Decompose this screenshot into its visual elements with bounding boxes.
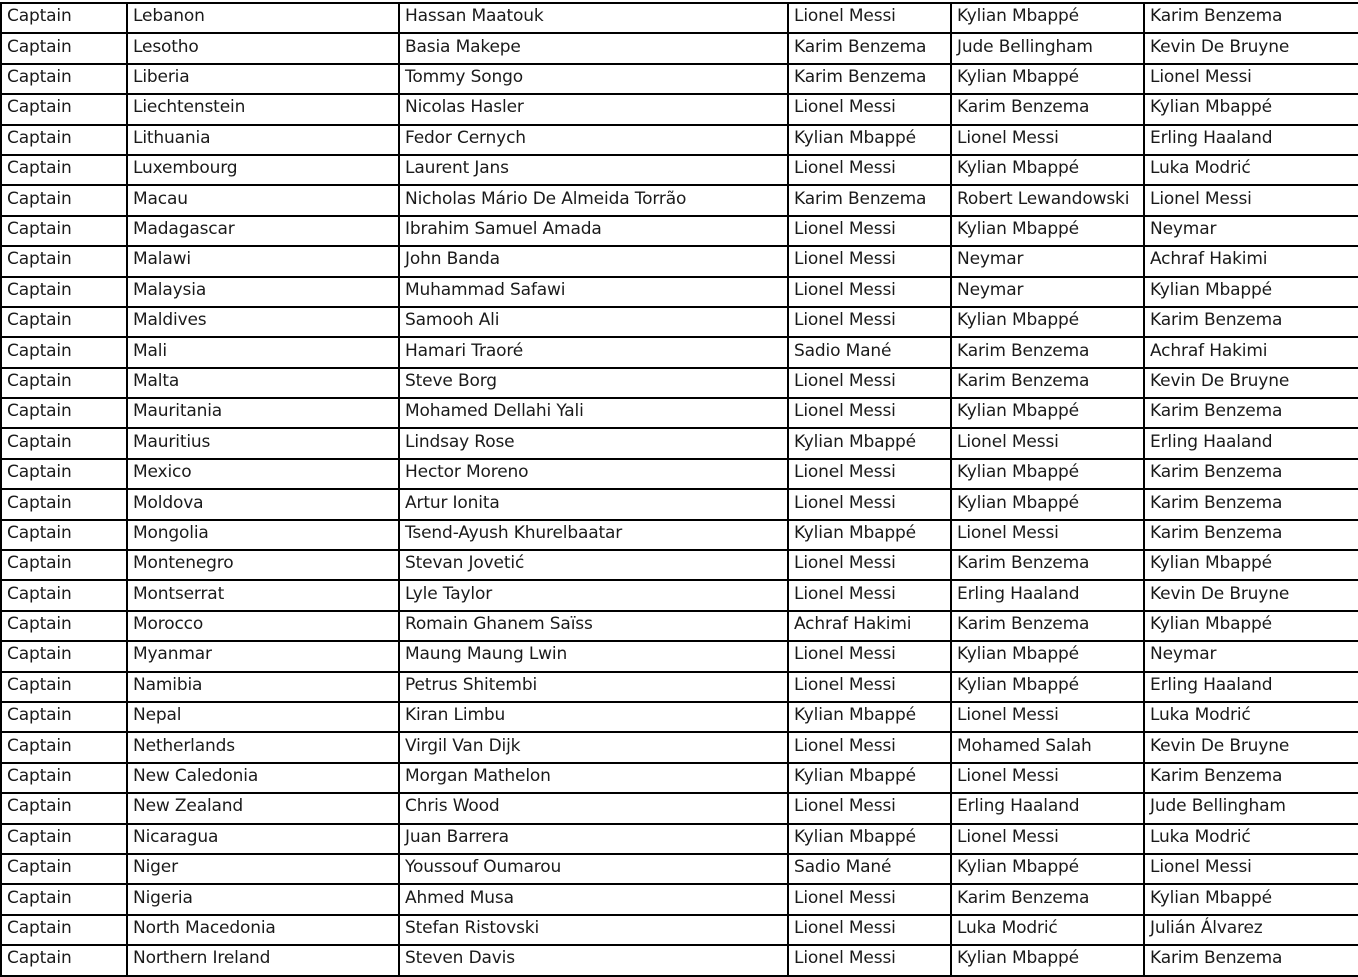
- cell-player-3: Achraf Hakimi: [1144, 337, 1358, 367]
- table-row: [1, 64, 1358, 94]
- cell-player-1: Kylian Mbappé: [788, 824, 951, 854]
- cell-role: Captain: [1, 489, 127, 519]
- cell-captain: Laurent Jans: [399, 155, 788, 185]
- cell-team: Northern Ireland: [127, 945, 399, 975]
- cell-player-2: Kylian Mbappé: [951, 398, 1144, 428]
- cell-role: Captain: [1, 884, 127, 914]
- cell-team: Malta: [127, 368, 399, 398]
- cell-team: Netherlands: [127, 732, 399, 762]
- cell-captain: Nicolas Hasler: [399, 94, 788, 124]
- cell-role: Captain: [1, 307, 127, 337]
- cell-team: Madagascar: [127, 216, 399, 246]
- cell-captain: Juan Barrera: [399, 824, 788, 854]
- cell-player-3: Karim Benzema: [1144, 307, 1358, 337]
- cell-team: Montserrat: [127, 580, 399, 610]
- table-row: [1, 550, 1358, 580]
- cell-player-3: Karim Benzema: [1144, 489, 1358, 519]
- table-row: [1, 277, 1358, 307]
- cell-role: Captain: [1, 277, 127, 307]
- cell-player-3: Karim Benzema: [1144, 398, 1358, 428]
- cell-player-2: Kylian Mbappé: [951, 459, 1144, 489]
- cell-role: Captain: [1, 915, 127, 945]
- cell-role: Captain: [1, 33, 127, 63]
- cell-player-3: Neymar: [1144, 216, 1358, 246]
- cell-player-2: Erling Haaland: [951, 580, 1144, 610]
- cell-captain: Youssouf Oumarou: [399, 854, 788, 884]
- table-row: [1, 702, 1358, 732]
- captains-table: [0, 2, 1358, 977]
- cell-team: Mauritania: [127, 398, 399, 428]
- cell-player-1: Kylian Mbappé: [788, 125, 951, 155]
- cell-role: Captain: [1, 672, 127, 702]
- table-row: [1, 732, 1358, 762]
- cell-player-3: Luka Modrić: [1144, 702, 1358, 732]
- cell-player-1: Lionel Messi: [788, 732, 951, 762]
- cell-role: Captain: [1, 854, 127, 884]
- cell-role: Captain: [1, 580, 127, 610]
- cell-team: Mexico: [127, 459, 399, 489]
- cell-player-3: Karim Benzema: [1144, 520, 1358, 550]
- cell-player-3: Luka Modrić: [1144, 824, 1358, 854]
- cell-player-1: Lionel Messi: [788, 368, 951, 398]
- cell-player-3: Kevin De Bruyne: [1144, 732, 1358, 762]
- cell-captain: Morgan Mathelon: [399, 763, 788, 793]
- cell-player-2: Lionel Messi: [951, 702, 1144, 732]
- cell-role: Captain: [1, 398, 127, 428]
- table-row: [1, 155, 1358, 185]
- cell-team: Nicaragua: [127, 824, 399, 854]
- cell-player-2: Lionel Messi: [951, 428, 1144, 458]
- cell-captain: Samooh Ali: [399, 307, 788, 337]
- cell-player-2: Kylian Mbappé: [951, 216, 1144, 246]
- cell-team: Malaysia: [127, 277, 399, 307]
- cell-captain: Tsend-Ayush Khurelbaatar: [399, 520, 788, 550]
- table-row: [1, 33, 1358, 63]
- table-row: [1, 520, 1358, 550]
- cell-player-2: Erling Haaland: [951, 793, 1144, 823]
- table-row: [1, 611, 1358, 641]
- cell-role: Captain: [1, 611, 127, 641]
- cell-captain: Muhammad Safawi: [399, 277, 788, 307]
- cell-player-1: Lionel Messi: [788, 489, 951, 519]
- cell-player-3: Kylian Mbappé: [1144, 611, 1358, 641]
- table-row: [1, 337, 1358, 367]
- table-row: [1, 945, 1358, 975]
- cell-player-1: Lionel Messi: [788, 459, 951, 489]
- cell-captain: Hector Moreno: [399, 459, 788, 489]
- cell-player-3: Lionel Messi: [1144, 64, 1358, 94]
- cell-captain: Steve Borg: [399, 368, 788, 398]
- cell-player-1: Lionel Messi: [788, 155, 951, 185]
- cell-team: New Zealand: [127, 793, 399, 823]
- cell-role: Captain: [1, 94, 127, 124]
- table-row: [1, 672, 1358, 702]
- cell-player-1: Lionel Messi: [788, 672, 951, 702]
- cell-player-3: Luka Modrić: [1144, 155, 1358, 185]
- cell-player-3: Karim Benzema: [1144, 945, 1358, 975]
- cell-player-3: Kylian Mbappé: [1144, 550, 1358, 580]
- table-row: [1, 125, 1358, 155]
- cell-player-3: Erling Haaland: [1144, 672, 1358, 702]
- table-row: [1, 459, 1358, 489]
- cell-player-1: Lionel Messi: [788, 945, 951, 975]
- cell-player-2: Lionel Messi: [951, 520, 1144, 550]
- cell-role: Captain: [1, 550, 127, 580]
- cell-team: Mali: [127, 337, 399, 367]
- cell-role: Captain: [1, 428, 127, 458]
- cell-captain: Nicholas Mário De Almeida Torrão: [399, 185, 788, 215]
- cell-captain: Hassan Maatouk: [399, 3, 788, 33]
- cell-team: Myanmar: [127, 641, 399, 671]
- cell-player-1: Karim Benzema: [788, 33, 951, 63]
- cell-player-2: Karim Benzema: [951, 94, 1144, 124]
- cell-captain: Lindsay Rose: [399, 428, 788, 458]
- cell-player-2: Jude Bellingham: [951, 33, 1144, 63]
- table-row: [1, 185, 1358, 215]
- cell-role: Captain: [1, 824, 127, 854]
- cell-player-3: Neymar: [1144, 641, 1358, 671]
- cell-team: Nepal: [127, 702, 399, 732]
- cell-player-1: Lionel Messi: [788, 915, 951, 945]
- cell-player-1: Karim Benzema: [788, 64, 951, 94]
- cell-player-1: Karim Benzema: [788, 185, 951, 215]
- cell-player-1: Lionel Messi: [788, 884, 951, 914]
- cell-team: Malawi: [127, 246, 399, 276]
- cell-player-2: Karim Benzema: [951, 368, 1144, 398]
- table-row: [1, 216, 1358, 246]
- cell-player-3: Kevin De Bruyne: [1144, 580, 1358, 610]
- table-row: [1, 824, 1358, 854]
- table-row: [1, 307, 1358, 337]
- cell-role: Captain: [1, 459, 127, 489]
- cell-team: Mauritius: [127, 428, 399, 458]
- cell-captain: Ahmed Musa: [399, 884, 788, 914]
- cell-team: Nigeria: [127, 884, 399, 914]
- cell-team: Mongolia: [127, 520, 399, 550]
- cell-team: Moldova: [127, 489, 399, 519]
- table-row: [1, 246, 1358, 276]
- cell-captain: John Banda: [399, 246, 788, 276]
- cell-player-1: Lionel Messi: [788, 277, 951, 307]
- table-row: [1, 94, 1358, 124]
- cell-player-2: Kylian Mbappé: [951, 3, 1144, 33]
- cell-captain: Basia Makepe: [399, 33, 788, 63]
- cell-team: Lithuania: [127, 125, 399, 155]
- cell-player-2: Kylian Mbappé: [951, 672, 1144, 702]
- cell-team: Morocco: [127, 611, 399, 641]
- cell-team: Namibia: [127, 672, 399, 702]
- cell-role: Captain: [1, 125, 127, 155]
- cell-player-1: Lionel Messi: [788, 398, 951, 428]
- cell-player-2: Kylian Mbappé: [951, 155, 1144, 185]
- cell-role: Captain: [1, 155, 127, 185]
- cell-player-1: Lionel Messi: [788, 641, 951, 671]
- cell-team: Luxembourg: [127, 155, 399, 185]
- cell-player-2: Kylian Mbappé: [951, 854, 1144, 884]
- cell-player-2: Lionel Messi: [951, 763, 1144, 793]
- cell-player-2: Mohamed Salah: [951, 732, 1144, 762]
- cell-role: Captain: [1, 337, 127, 367]
- cell-captain: Artur Ionita: [399, 489, 788, 519]
- cell-player-3: Achraf Hakimi: [1144, 246, 1358, 276]
- cell-player-1: Achraf Hakimi: [788, 611, 951, 641]
- cell-player-3: Erling Haaland: [1144, 125, 1358, 155]
- cell-player-1: Lionel Messi: [788, 216, 951, 246]
- cell-player-2: Neymar: [951, 246, 1144, 276]
- cell-player-3: Jude Bellingham: [1144, 793, 1358, 823]
- table-row: [1, 368, 1358, 398]
- cell-team: Maldives: [127, 307, 399, 337]
- cell-team: New Caledonia: [127, 763, 399, 793]
- cell-captain: Ibrahim Samuel Amada: [399, 216, 788, 246]
- cell-player-3: Lionel Messi: [1144, 854, 1358, 884]
- cell-role: Captain: [1, 945, 127, 975]
- table-row: [1, 854, 1358, 884]
- cell-role: Captain: [1, 3, 127, 33]
- cell-player-3: Kylian Mbappé: [1144, 884, 1358, 914]
- cell-role: Captain: [1, 732, 127, 762]
- table-row: [1, 884, 1358, 914]
- table-row: [1, 428, 1358, 458]
- table-row: [1, 763, 1358, 793]
- cell-player-3: Karim Benzema: [1144, 459, 1358, 489]
- cell-player-1: Lionel Messi: [788, 94, 951, 124]
- cell-team: Lebanon: [127, 3, 399, 33]
- cell-captain: Lyle Taylor: [399, 580, 788, 610]
- cell-player-1: Kylian Mbappé: [788, 428, 951, 458]
- cell-captain: Kiran Limbu: [399, 702, 788, 732]
- cell-player-1: Sadio Mané: [788, 854, 951, 884]
- table-row: [1, 793, 1358, 823]
- cell-player-1: Kylian Mbappé: [788, 520, 951, 550]
- cell-role: Captain: [1, 793, 127, 823]
- cell-role: Captain: [1, 763, 127, 793]
- cell-captain: Steven Davis: [399, 945, 788, 975]
- cell-role: Captain: [1, 64, 127, 94]
- cell-team: Niger: [127, 854, 399, 884]
- cell-player-2: Neymar: [951, 277, 1144, 307]
- table-row: [1, 641, 1358, 671]
- cell-captain: Hamari Traoré: [399, 337, 788, 367]
- cell-player-2: Kylian Mbappé: [951, 489, 1144, 519]
- cell-player-3: Kylian Mbappé: [1144, 277, 1358, 307]
- cell-player-2: Karim Benzema: [951, 337, 1144, 367]
- cell-captain: Romain Ghanem Saïss: [399, 611, 788, 641]
- cell-role: Captain: [1, 641, 127, 671]
- cell-team: Macau: [127, 185, 399, 215]
- cell-captain: Petrus Shitembi: [399, 672, 788, 702]
- cell-player-3: Karim Benzema: [1144, 763, 1358, 793]
- cell-player-2: Kylian Mbappé: [951, 945, 1144, 975]
- cell-player-2: Karim Benzema: [951, 550, 1144, 580]
- cell-player-2: Robert Lewandowski: [951, 185, 1144, 215]
- cell-player-1: Lionel Messi: [788, 3, 951, 33]
- cell-player-2: Karim Benzema: [951, 884, 1144, 914]
- cell-captain: Chris Wood: [399, 793, 788, 823]
- cell-captain: Maung Maung Lwin: [399, 641, 788, 671]
- table-row: [1, 580, 1358, 610]
- cell-player-2: Luka Modrić: [951, 915, 1144, 945]
- cell-team: Lesotho: [127, 33, 399, 63]
- cell-player-2: Karim Benzema: [951, 611, 1144, 641]
- cell-player-2: Lionel Messi: [951, 824, 1144, 854]
- cell-role: Captain: [1, 520, 127, 550]
- table-body: [1, 3, 1358, 976]
- cell-captain: Virgil Van Dijk: [399, 732, 788, 762]
- cell-player-1: Sadio Mané: [788, 337, 951, 367]
- table-row: [1, 489, 1358, 519]
- cell-player-3: Erling Haaland: [1144, 428, 1358, 458]
- cell-role: Captain: [1, 185, 127, 215]
- cell-player-2: Kylian Mbappé: [951, 641, 1144, 671]
- cell-team: Montenegro: [127, 550, 399, 580]
- cell-player-3: Kylian Mbappé: [1144, 94, 1358, 124]
- cell-captain: Tommy Songo: [399, 64, 788, 94]
- cell-team: Liechtenstein: [127, 94, 399, 124]
- cell-player-1: Lionel Messi: [788, 307, 951, 337]
- cell-team: North Macedonia: [127, 915, 399, 945]
- cell-player-1: Lionel Messi: [788, 580, 951, 610]
- cell-player-1: Lionel Messi: [788, 550, 951, 580]
- cell-player-1: Lionel Messi: [788, 793, 951, 823]
- cell-player-1: Kylian Mbappé: [788, 763, 951, 793]
- cell-player-1: Lionel Messi: [788, 246, 951, 276]
- cell-player-2: Kylian Mbappé: [951, 307, 1144, 337]
- cell-player-3: Julián Álvarez: [1144, 915, 1358, 945]
- cell-captain: Stefan Ristovski: [399, 915, 788, 945]
- cell-player-3: Lionel Messi: [1144, 185, 1358, 215]
- cell-role: Captain: [1, 216, 127, 246]
- cell-player-3: Kevin De Bruyne: [1144, 33, 1358, 63]
- cell-role: Captain: [1, 368, 127, 398]
- table-row: [1, 915, 1358, 945]
- cell-player-3: Kevin De Bruyne: [1144, 368, 1358, 398]
- cell-captain: Mohamed Dellahi Yali: [399, 398, 788, 428]
- cell-team: Liberia: [127, 64, 399, 94]
- table-row: [1, 3, 1358, 33]
- cell-captain: Stevan Jovetić: [399, 550, 788, 580]
- cell-role: Captain: [1, 246, 127, 276]
- cell-role: Captain: [1, 702, 127, 732]
- cell-player-1: Kylian Mbappé: [788, 702, 951, 732]
- cell-player-2: Kylian Mbappé: [951, 64, 1144, 94]
- cell-player-2: Lionel Messi: [951, 125, 1144, 155]
- cell-captain: Fedor Cernych: [399, 125, 788, 155]
- cell-player-3: Karim Benzema: [1144, 3, 1358, 33]
- table-row: [1, 398, 1358, 428]
